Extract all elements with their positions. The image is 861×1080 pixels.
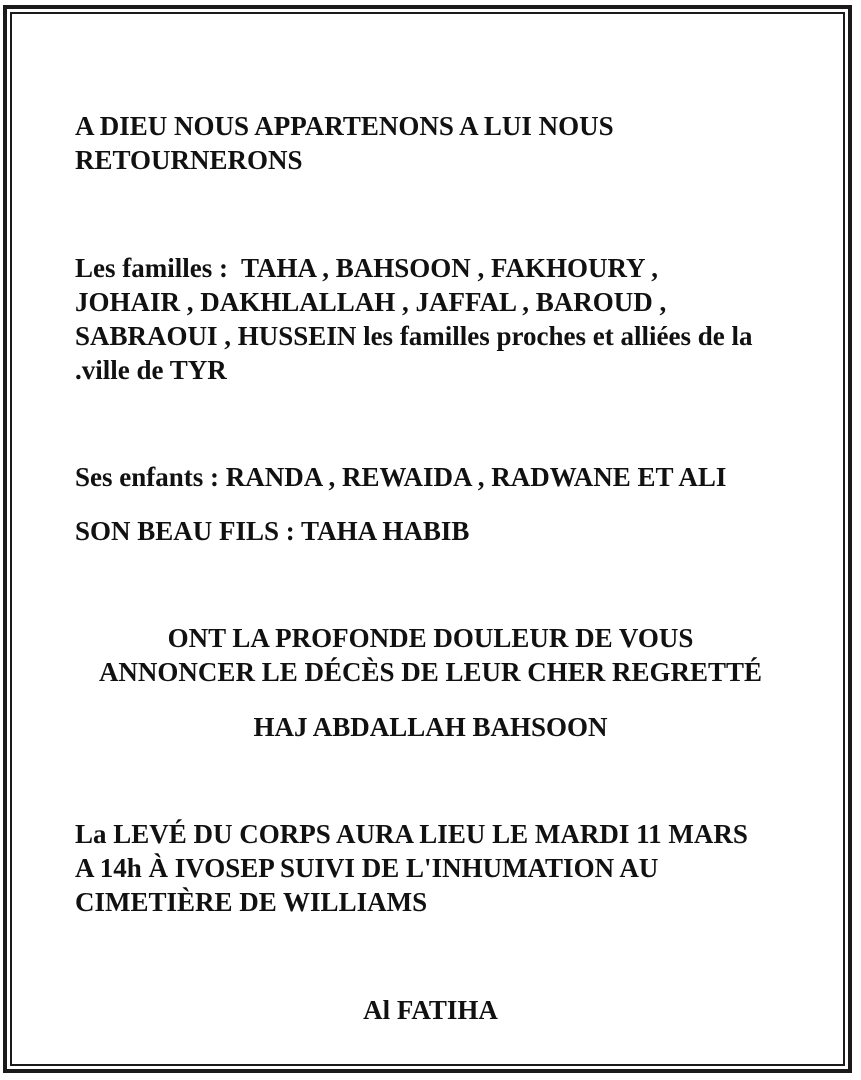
closing-prayer: Al FATIHA	[363, 995, 498, 1025]
families-line-4: .ville de TYR	[75, 355, 227, 385]
heading-line-1: A DIEU NOUS APPARTENONS A LUI NOUS	[75, 111, 614, 141]
son-in-law-line: SON BEAU FILS : TAHA HABIB	[75, 516, 470, 546]
heading-line-2: RETOURNERONS	[75, 145, 303, 175]
families-line-2: JOHAIR , DAKHLALLAH , JAFFAL , BAROUD ,	[75, 287, 667, 317]
children-line: Ses enfants : RANDA , REWAIDA , RADWANE ET ALI	[75, 462, 727, 492]
families-line-1: Les familles : TAHA , BAHSOON , FAKHOURY ,	[75, 253, 659, 283]
ceremony-line-2: A 14h À IVOSEP SUIVI DE L'INHUMATION AU	[75, 853, 659, 883]
families-line-3: SABRAOUI , HUSSEIN les familles proches et alliées de la	[75, 321, 753, 351]
announcement-line-1: ONT LA PROFONDE DOULEUR DE VOUS	[167, 623, 694, 653]
ceremony-line-3: CIMETIÈRE DE WILLIAMS	[75, 887, 428, 917]
deceased-name: HAJ ABDALLAH BAHSOON	[253, 712, 608, 742]
announcement-line-2: ANNONCER LE DÉCÈS DE LEUR CHER REGRETTÉ	[98, 657, 763, 687]
ceremony-line-1: La LEVÉ DU CORPS AURA LIEU LE MARDI 11 MARS	[75, 819, 748, 849]
